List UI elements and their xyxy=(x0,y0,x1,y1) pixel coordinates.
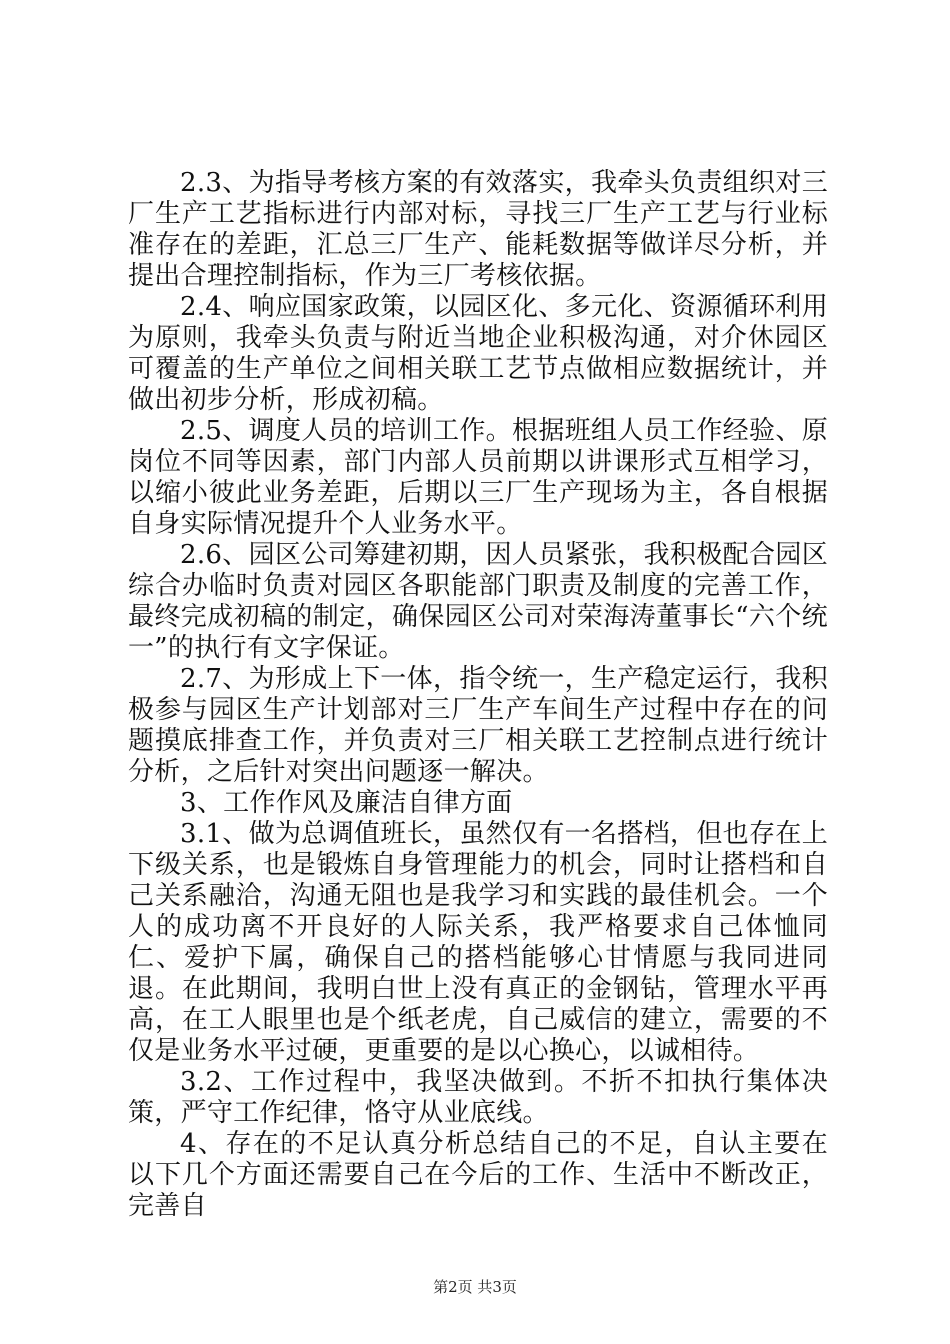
document-body xyxy=(128,168,828,1222)
paragraph-2-6: 2.6、园区公司筹建初期，因人员紧张，我积极配合园区综合办临时负责对园区各职能部门职责及制度的完善工作，最终完成初稿的制定，确保园区公司对荣海涛董事长“六个统一”的执行有文字保证。 xyxy=(128,540,828,663)
section-heading-3: 3、工作作风及廉洁自律方面 xyxy=(180,788,513,818)
paragraph-2-5: 2.5、调度人员的培训工作。根据班组人员工作经验、原岗位不同等因素，部门内部人员前期以讲课形式互相学习，以缩小彼此业务差距，后期以三厂生产现场为主，各自根据自身实际情况提升个人业务水平。 xyxy=(128,416,828,539)
page-number-footer: 第2页 共3页 xyxy=(433,1278,517,1296)
paragraph-4: 4、存在的不足认真分析总结自己的不足，自认主要在以下几个方面还需要自己在今后的工作、生活中不断改正，完善自 xyxy=(128,1129,828,1221)
paragraph-2-7: 2.7、为形成上下一体，指令统一，生产稳定运行，我积极参与园区生产计划部对三厂生产车间生产过程中存在的问题摸底排查工作，并负责对三厂相关联工艺控制点进行统计分析，之后针对突出问题逐一解决。 xyxy=(128,664,828,787)
paragraph-2-4: 2.4、响应国家政策，以园区化、多元化、资源循环利用为原则，我牵头负责与附近当地企业积极沟通，对介休园区可覆盖的生产单位之间相关联工艺节点做相应数据统计，并做出初步分析，形成初稿。 xyxy=(128,292,828,415)
paragraph-2-3: 2.3、为指导考核方案的有效落实，我牵头负责组织对三厂生产工艺指标进行内部对标，寻找三厂生产工艺与行业标准存在的差距，汇总三厂生产、能耗数据等做详尽分析，并提出合理控制指标，作为三厂考核依据。 xyxy=(128,168,828,291)
paragraph-3-2: 3.2、工作过程中，我坚决做到。不折不扣执行集体决策，严守工作纪律，恪守从业底线。 xyxy=(128,1067,828,1128)
paragraph-3-1: 3.1、做为总调值班长，虽然仅有一名搭档，但也存在上下级关系，也是锻炼自身管理能力的机会，同时让搭档和自己关系融洽，沟通无阻也是我学习和实践的最佳机会。一个人的成功离不开良好的人际关系，我严格要求自己体恤同仁、爱护下属，确保自己的搭档能够心甘情愿与我同进同退。在此期间，我明白世上没有真正的金钢钻，管理水平再高，在工人眼里也是个纸老虎，自己威信的建立，需要的不仅是业务水平过硬，更重要的是以心换心，以诚相待。 xyxy=(128,819,828,1066)
